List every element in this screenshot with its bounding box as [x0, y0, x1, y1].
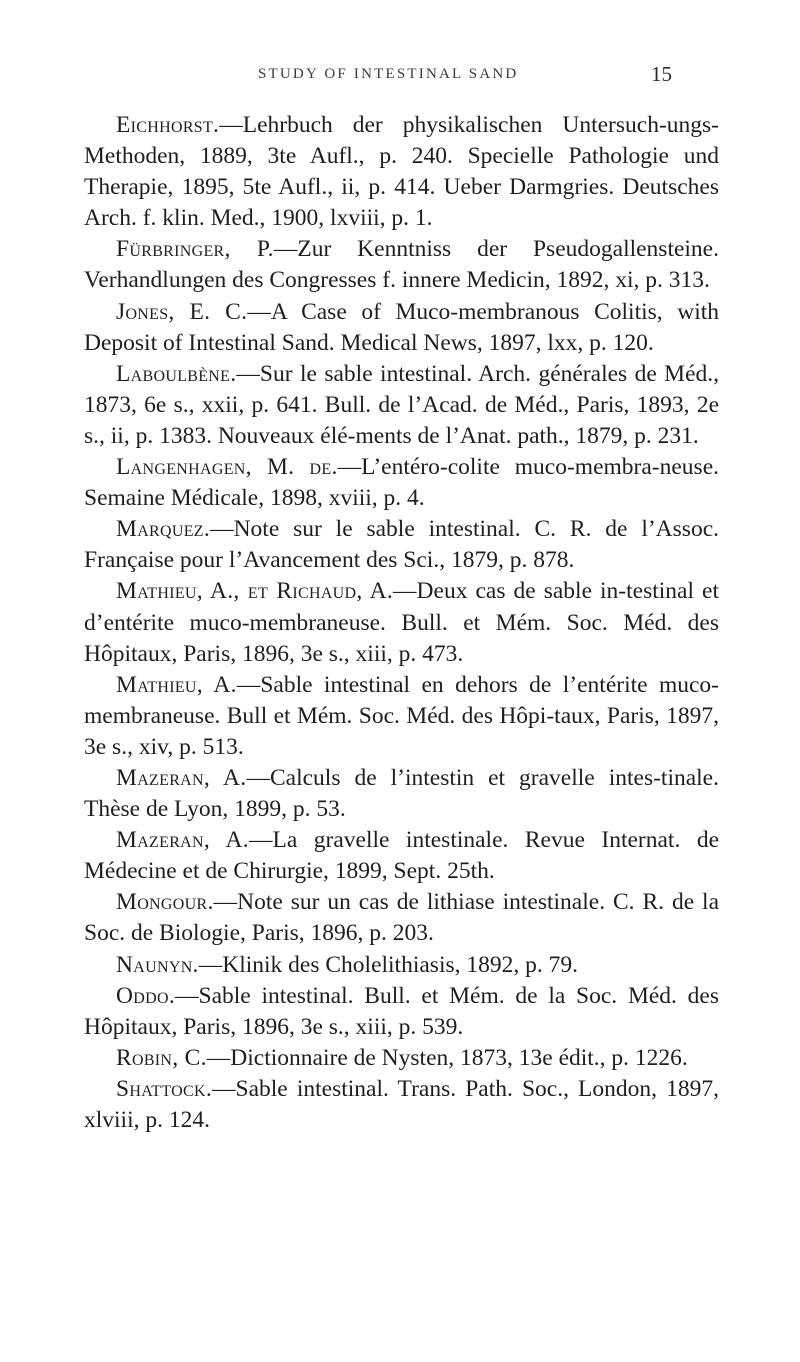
entry-text: —Sable intestinal. Bull. et Mém. de la Soc. Méd. des Hôpitaux, Paris, 1896, 3e s., xiii, p. 539. [84, 982, 719, 1040]
bibliography-entry [84, 1074, 719, 1136]
bibliography-entry [84, 452, 719, 514]
entry-text: —La gravelle intestinale. Revue Internat. de Médecine et de Chirurgie, 1899, Sept. 25th. [84, 827, 719, 885]
entry-author: Mathieu, A. [116, 671, 237, 698]
entry-author: Eichhorst. [116, 112, 220, 138]
bibliography-entry [84, 950, 719, 981]
bibliography-entry [84, 825, 719, 887]
entry-text: —Klinik des Cholelithiasis, 1892, p. 79. [198, 951, 578, 978]
entry-author: Mazeran, A. [116, 827, 249, 854]
page-number: 15 [651, 62, 672, 86]
bibliography-entry [84, 670, 719, 763]
entry-text: —Calculs de l’intestin et gravelle intes-tinale. Thèse de Lyon, 1899, p. 53. [84, 764, 719, 823]
running-head [0, 62, 800, 92]
entry-author: Oddo. [116, 982, 176, 1009]
entry-text: —Zur Kenntniss der Pseudogallensteine. Verhandlungen des Congresses f. innere Medicin, 1892, xi, p. 313. [84, 236, 719, 294]
entry-text: —Sur le sable intestinal. Arch. générales de Méd., 1873, 6e s., xxii, p. 641. Bull. de l’Acad. de Méd., Paris, 1893, 2e s., ii, p. 1383. Nouveaux élé-ments de l’Anat. path., 1879, p. 231. [84, 360, 719, 449]
bibliography-entry [84, 110, 719, 234]
entry-author: Mazeran, A. [116, 764, 247, 791]
entry-text: —Note sur le sable intestinal. C. R. de l’Assoc. Française pour l’Avancement des Sci., 1879, p. 878. [84, 516, 719, 574]
entry-author: Shattock. [116, 1075, 213, 1102]
bibliography-entry [84, 514, 719, 576]
entry-text: —Sable intestinal en dehors de l’entérite muco-membraneuse. Bull et Mém. Soc. Méd. des Hôpi-taux, Paris, 1897, 3e s., xiv, p. 513. [84, 671, 720, 760]
bibliography-entry [84, 359, 719, 452]
entry-text: —Lehrbuch der physikalischen Untersuch-ungs-Methoden, 1889, 3te Aufl., p. 240. Specielle Pathologie und Therapie, 1895, 5te Aufl., ii, p. 414. Ueber Darmgries. Deutsches Arch. f. klin. Med., 1900, lxviii, p. 1. [84, 112, 719, 232]
entry-text: —L’entéro-colite muco-membra-neuse. Semaine Médicale, 1898, xviii, p. 4. [84, 454, 720, 512]
entry-text: —Deux cas de sable in-testinal et d’entérite muco-membraneuse. Bull. et Mém. Soc. Méd. des Hôpitaux, Paris, 1896, 3e s., xiii, p. 473. [84, 578, 719, 667]
entry-author: Robin, C. [116, 1044, 207, 1071]
entry-text: —Sable intestinal. Trans. Path. Soc., London, 1897, xlviii, p. 124. [84, 1075, 719, 1133]
entry-text: —Dictionnaire de Nysten, 1873, 13e édit., p. 1226. [206, 1044, 688, 1071]
bibliography-entry [84, 763, 719, 825]
bibliography-entry [84, 887, 719, 949]
entry-author: Fürbringer, P. [116, 236, 274, 263]
entry-author: Laboulbène. [116, 360, 237, 387]
entry-author: Langenhagen, M. de. [116, 454, 338, 481]
bibliography-entry [84, 576, 719, 669]
bibliography-list [84, 110, 719, 1136]
running-head-title: STUDY OF INTESTINAL SAND [258, 66, 519, 82]
entry-text: —A Case of Muco-membranous Colitis, with Deposit of Intestinal Sand. Medical News, 1897, lxx, p. 120. [84, 298, 719, 356]
bibliography-entry [84, 297, 719, 359]
entry-author: Jones, E. C. [116, 298, 248, 325]
bibliography-entry [84, 234, 719, 296]
entry-author: Mongour. [116, 889, 214, 916]
entry-author: Mathieu, A., et Richaud, A. [116, 578, 394, 605]
entry-author: Marquez. [116, 516, 211, 543]
entry-text: —Note sur un cas de lithiase intestinale. C. R. de la Soc. de Biologie, Paris, 1896, p. 203. [84, 889, 719, 947]
bibliography-entry [84, 981, 719, 1043]
bibliography-entry [84, 1043, 719, 1074]
entry-author: Naunyn. [116, 951, 199, 978]
